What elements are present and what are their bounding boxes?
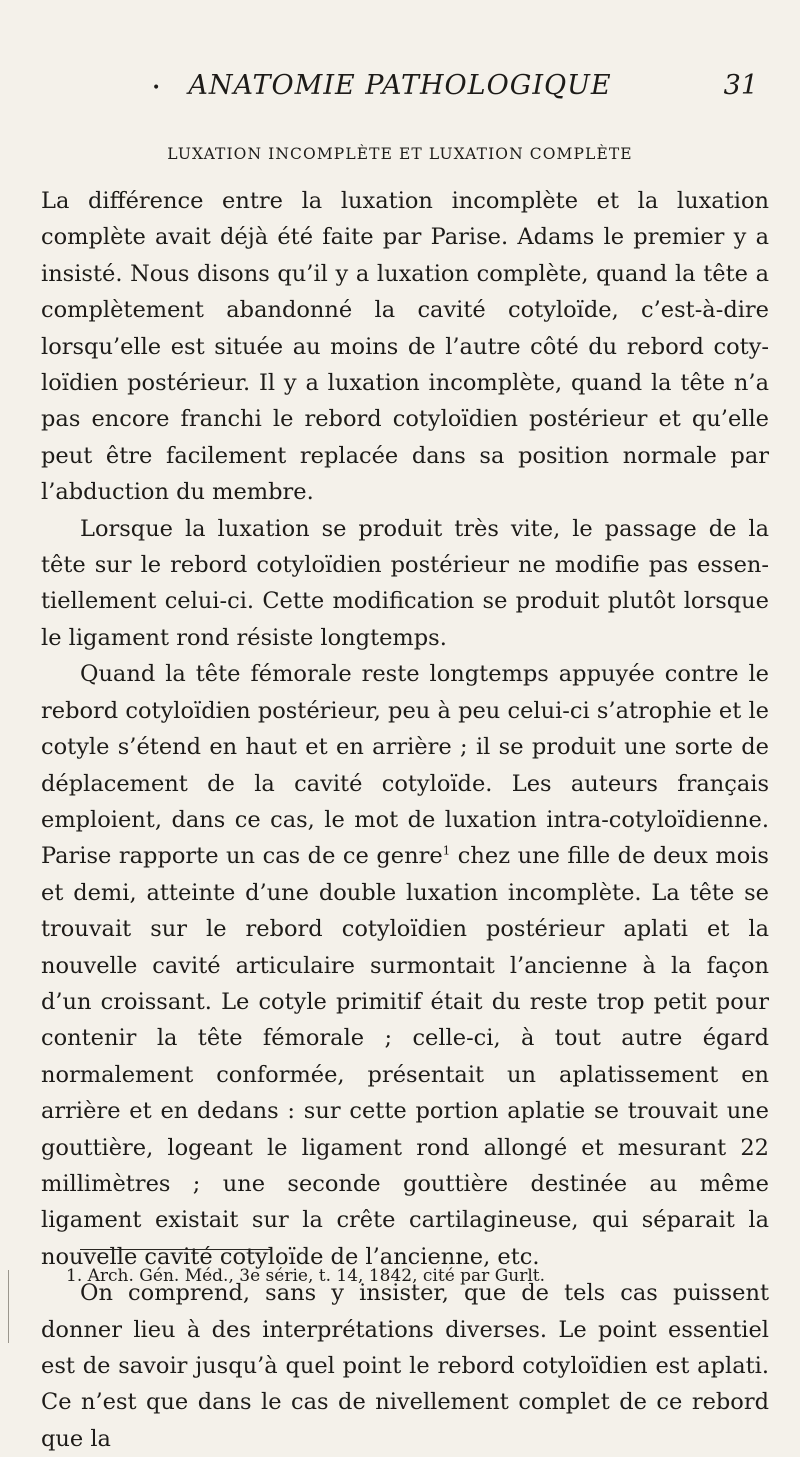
paragraph-2: Lorsque la luxation se produit très vite, le passage de la tête sur le rebord cotyloïdien postérieur ne modifie pas essentiellement celui-ci. Cette modification se produit plutôt lorsque le ligament rond résiste longtemps. <box>41 515 769 651</box>
paragraph-1: La différence entre la luxation incomplète et la luxation complète avait déjà été faite par Parise. Adams le premier y a insisté. Nous disons qu’il y a luxation complète, quand la tête a complètement abandonné la cavité cotyloïde, c’est-à-dire lorsqu’elle est située au moins de l’autre côté du rebord cotyloïdien postérieur. Il y a luxation incomplète, quand la tête n’a pas encore franchi le rebord cotyloïdien postérieur et qu’elle peut être facilement replacée dans sa position normale par l’abduction du membre. <box>41 188 769 506</box>
footnote-rule <box>80 1249 272 1250</box>
paragraph-3-part-1: Quand la tête fémorale reste longtemps appuyée contre le rebord cotyloïdien postérieur, peu à peu celui-ci s’atrophie et le cotyle s’étend en haut et en arrière ; il se produit une sorte de déplacement de la cavité cotyloïde. Les auteurs français emploient, dans ce cas, le mot de luxation intra-cotyloïdienne. Parise rapporte un cas de ce genre <box>41 661 769 870</box>
page-number: 31 <box>723 70 758 101</box>
paragraph-3-part-2: chez une fille de deux mois et demi, atteinte d’une double luxation incomplète. La tête se trouvait sur le rebord cotyloïdien postérieur aplati et la nouvelle cavité articulaire surmontait l’ancienne à la façon d’un croissant. Le cotyle primitif était du reste trop petit pour contenir la tête fémorale ; celle-ci, à tout autre égard normalement conformée, présentait un aplatissement en arrière et en dedans : sur cette portion aplatie se trouvait une gouttière, logeant le ligament rond allongé et mesurant 22 millimètres ; une seconde gouttière destinée au même ligament existait sur la crête cartilagineuse, qui séparait la nouvelle cavité cotyloïde de l’ancienne, etc. <box>41 843 769 1270</box>
page-edge-line <box>8 1270 9 1343</box>
footnote: 1. Arch. Gén. Méd., 3e série, t. 14, 1842, cité par Gurlt. <box>66 1266 546 1286</box>
section-title: LUXATION INCOMPLÈTE ET LUXATION COMPLÈTE <box>167 145 633 163</box>
running-head <box>0 68 800 108</box>
header-bullet: • <box>152 80 161 96</box>
paragraph-4: On comprend, sans y insister, que de tels cas puissent donner lieu à des interprétations diverses. Le point essentiel est de savoir jusqu’à quel point le rebord cotyloïdien est aplati. Ce n’est que dans le cas de nivellement complet de ce rebord que la <box>41 1280 769 1452</box>
running-title: ANATOMIE PATHOLOGIQUE <box>188 70 612 101</box>
footnote-marker: 1 <box>442 843 451 858</box>
paragraph-3 <box>41 656 769 1275</box>
